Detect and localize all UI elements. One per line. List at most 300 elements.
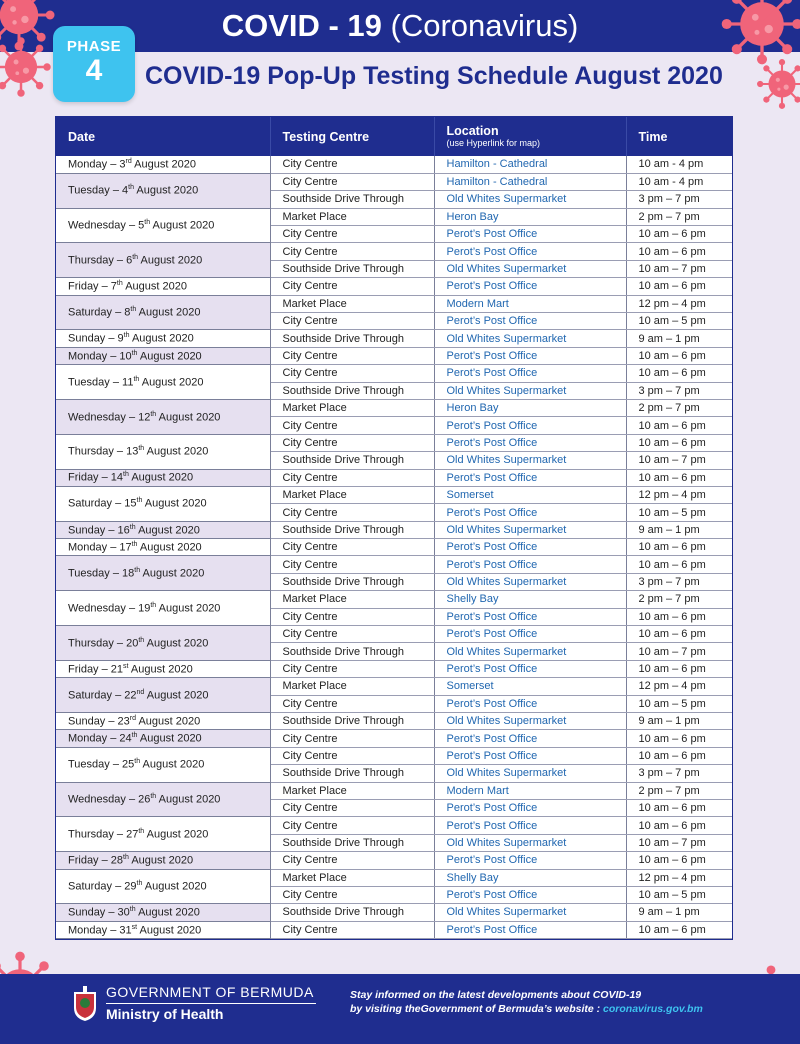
time-cell: 10 am – 6 pm [626, 799, 733, 816]
table-row [56, 904, 733, 921]
date-month: August 2020 [144, 445, 209, 458]
table-row [56, 295, 733, 312]
page-title: COVID-19 Pop-Up Testing Schedule August 2020 [145, 62, 723, 90]
date-ordinal: th [133, 375, 140, 383]
phase-number: 4 [85, 54, 103, 87]
date-weekday: Thursday – 6 [68, 254, 133, 267]
date-month: August 2020 [138, 254, 203, 267]
testing-centre-cell: City Centre [270, 660, 434, 677]
date-weekday: Saturday – 29 [68, 880, 137, 893]
location-link[interactable]: Perot’s Post Office [434, 817, 626, 834]
time-cell: 2 pm – 7 pm [626, 782, 733, 799]
time-cell: 10 am – 6 pm [626, 417, 733, 434]
time-cell: 10 am – 6 pm [626, 747, 733, 764]
date-cell [56, 782, 270, 817]
date-cell [56, 486, 270, 521]
date-cell [56, 921, 270, 938]
date-ordinal: th [138, 827, 145, 835]
date-ordinal: th [130, 306, 137, 314]
date-cell [56, 469, 270, 486]
location-link[interactable]: Perot’s Post Office [434, 365, 626, 382]
time-cell: 10 am – 6 pm [626, 608, 733, 625]
date-month: August 2020 [156, 793, 221, 806]
date-month: August 2020 [142, 880, 207, 893]
date-month: August 2020 [128, 663, 193, 676]
location-link[interactable]: Perot’s Post Office [434, 886, 626, 903]
testing-centre-cell: City Centre [270, 626, 434, 643]
table-row [56, 330, 733, 347]
location-link[interactable]: Perot’s Post Office [434, 695, 626, 712]
date-weekday: Wednesday – 5 [68, 219, 145, 232]
date-cell [56, 713, 270, 730]
date-cell [56, 295, 270, 330]
main-title-bold: COVID - 19 [221, 8, 382, 43]
main-title-rest: (Coronavirus) [390, 8, 579, 43]
location-link[interactable]: Modern Mart [434, 295, 626, 312]
location-link[interactable]: Modern Mart [434, 782, 626, 799]
table-row [56, 521, 733, 538]
table-row [56, 921, 733, 938]
date-ordinal: th [150, 601, 157, 609]
date-month: August 2020 [137, 732, 202, 745]
location-link[interactable]: Old Whites Supermarket [434, 834, 626, 851]
date-weekday: Thursday – 27 [68, 828, 139, 841]
testing-centre-cell: Southside Drive Through [270, 713, 434, 730]
date-month: August 2020 [150, 219, 215, 232]
location-link[interactable]: Somerset [434, 678, 626, 695]
location-link[interactable]: Shelly Bay [434, 591, 626, 608]
location-link[interactable]: Perot’s Post Office [434, 347, 626, 364]
testing-centre-cell: City Centre [270, 173, 434, 190]
time-cell: 3 pm – 7 pm [626, 765, 733, 782]
date-weekday: Sunday – 30 [68, 906, 130, 919]
info-message [350, 988, 703, 1016]
date-weekday: Friday – 14 [68, 472, 124, 485]
date-month: August 2020 [140, 759, 205, 771]
testing-centre-cell: City Centre [270, 278, 434, 295]
time-cell: 10 am – 6 pm [626, 921, 733, 938]
date-weekday: Friday – 21 [68, 663, 124, 676]
ministry-name: Ministry of Health [106, 1006, 224, 1022]
date-weekday: Tuesday – 4 [68, 185, 129, 198]
date-weekday: Thursday – 20 [68, 637, 139, 650]
date-ordinal: th [129, 523, 136, 531]
date-weekday: Saturday – 8 [68, 306, 131, 319]
location-link[interactable]: Perot’s Post Office [434, 243, 626, 260]
date-ordinal: th [131, 540, 138, 548]
testing-centre-cell: City Centre [270, 504, 434, 521]
date-cell [56, 591, 270, 626]
date-month: August 2020 [156, 602, 221, 615]
testing-centre-cell: City Centre [270, 313, 434, 330]
date-weekday: Sunday – 9 [68, 332, 124, 345]
testing-centre-cell: City Centre [270, 365, 434, 382]
time-cell: 10 am – 6 pm [626, 469, 733, 486]
time-cell: 10 am – 6 pm [626, 660, 733, 677]
location-link[interactable]: Old Whites Supermarket [434, 382, 626, 399]
table-row [56, 626, 733, 643]
date-ordinal: th [134, 758, 141, 766]
date-month: August 2020 [139, 376, 204, 389]
date-weekday: Friday – 7 [68, 280, 117, 293]
time-cell: 9 am – 1 pm [626, 904, 733, 921]
date-cell [56, 208, 270, 243]
testing-centre-cell: Market Place [270, 295, 434, 312]
column-header-centre: Testing Centre [270, 117, 434, 156]
time-cell: 10 am - 4 pm [626, 156, 733, 173]
location-link[interactable]: Old Whites Supermarket [434, 713, 626, 730]
location-link[interactable]: Perot’s Post Office [434, 539, 626, 556]
testing-centre-cell: City Centre [270, 347, 434, 364]
date-weekday: Tuesday – 25 [68, 759, 135, 771]
column-header-location-label: Location [446, 124, 499, 138]
date-ordinal: st [123, 662, 129, 670]
table-row [56, 660, 733, 677]
table-row [56, 730, 733, 747]
divider [106, 1003, 316, 1004]
date-cell [56, 365, 270, 400]
phase-label: PHASE [66, 38, 122, 55]
testing-centre-cell: City Centre [270, 608, 434, 625]
testing-centre-cell: City Centre [270, 556, 434, 573]
time-cell: 10 am – 5 pm [626, 886, 733, 903]
location-link[interactable]: Old Whites Supermarket [434, 573, 626, 590]
date-ordinal: th [123, 332, 130, 340]
time-cell: 2 pm – 7 pm [626, 591, 733, 608]
date-cell [56, 626, 270, 661]
location-link[interactable]: Old Whites Supermarket [434, 904, 626, 921]
date-ordinal: th [116, 280, 123, 288]
time-cell: 10 am – 6 pm [626, 434, 733, 451]
date-cell [56, 730, 270, 747]
virus-icon [720, 0, 800, 66]
column-header-time: Time [626, 117, 733, 156]
date-ordinal: th [128, 184, 134, 192]
location-link[interactable]: Heron Bay [434, 399, 626, 416]
testing-centre-cell: City Centre [270, 469, 434, 486]
testing-centre-cell: City Centre [270, 434, 434, 451]
table-row [56, 243, 733, 260]
testing-centre-cell: Market Place [270, 782, 434, 799]
location-link[interactable]: Perot’s Post Office [434, 852, 626, 869]
location-link[interactable]: Perot’s Post Office [434, 504, 626, 521]
time-cell: 10 am – 5 pm [626, 695, 733, 712]
date-month: August 2020 [128, 472, 194, 485]
date-ordinal: th [144, 219, 151, 227]
date-weekday: Sunday – 23 [68, 715, 130, 728]
date-month: August 2020 [144, 828, 209, 841]
time-cell: 12 pm – 4 pm [626, 869, 733, 886]
column-header-location [434, 117, 626, 156]
testing-centre-cell: Southside Drive Through [270, 834, 434, 851]
table-row [56, 747, 733, 764]
testing-centre-cell: City Centre [270, 921, 434, 938]
location-link[interactable]: Old Whites Supermarket [434, 643, 626, 660]
date-month: August 2020 [137, 350, 202, 363]
virus-icon [756, 58, 800, 110]
date-ordinal: th [123, 853, 129, 861]
testing-centre-cell: City Centre [270, 886, 434, 903]
date-cell [56, 660, 270, 677]
testing-centre-cell: City Centre [270, 852, 434, 869]
date-ordinal: th [138, 445, 145, 453]
testing-centre-cell: Market Place [270, 399, 434, 416]
date-ordinal: th [123, 471, 129, 479]
date-month: August 2020 [136, 306, 201, 319]
table-row [56, 208, 733, 225]
date-ordinal: th [138, 636, 145, 644]
date-cell [56, 399, 270, 434]
date-month: August 2020 [129, 332, 194, 345]
location-link[interactable]: Old Whites Supermarket [434, 330, 626, 347]
time-cell: 10 am – 6 pm [626, 852, 733, 869]
table-row [56, 539, 733, 556]
date-cell [56, 852, 270, 869]
time-cell: 9 am – 1 pm [626, 521, 733, 538]
time-cell: 10 am – 7 pm [626, 452, 733, 469]
date-ordinal: rd [129, 714, 137, 722]
table-row [56, 434, 733, 451]
time-cell: 10 am – 7 pm [626, 260, 733, 277]
date-cell [56, 156, 270, 173]
testing-centre-cell: Market Place [270, 869, 434, 886]
date-weekday: Monday – 31 [68, 924, 132, 937]
testing-centre-cell: City Centre [270, 226, 434, 243]
testing-centre-cell: City Centre [270, 243, 434, 260]
date-month: August 2020 [144, 637, 209, 650]
date-weekday: Monday – 24 [68, 732, 132, 745]
testing-centre-cell: City Centre [270, 730, 434, 747]
table-row [56, 782, 733, 799]
date-weekday: Friday – 28 [68, 854, 124, 867]
date-ordinal: nd [136, 688, 145, 696]
date-cell [56, 904, 270, 921]
testing-centre-cell: City Centre [270, 799, 434, 816]
date-month: August 2020 [131, 158, 196, 171]
location-link[interactable]: Perot’s Post Office [434, 556, 626, 573]
table-row [56, 869, 733, 886]
location-link[interactable]: Perot’s Post Office [434, 921, 626, 938]
date-weekday: Saturday – 15 [68, 498, 137, 511]
date-weekday: Tuesday – 18 [68, 567, 135, 580]
time-cell: 10 am – 6 pm [626, 556, 733, 573]
location-link[interactable]: Perot’s Post Office [434, 730, 626, 747]
location-link[interactable]: Hamilton - Cathedral [434, 156, 626, 173]
time-cell: 2 pm – 7 pm [626, 208, 733, 225]
date-ordinal: th [136, 880, 143, 888]
date-cell [56, 330, 270, 347]
time-cell: 10 am – 5 pm [626, 504, 733, 521]
testing-centre-cell: Market Place [270, 486, 434, 503]
table-row [56, 678, 733, 695]
table-row [56, 556, 733, 573]
table-row [56, 347, 733, 364]
schedule-table [55, 116, 733, 940]
time-cell: 10 am – 6 pm [626, 347, 733, 364]
time-cell: 3 pm – 7 pm [626, 573, 733, 590]
time-cell: 10 am – 7 pm [626, 834, 733, 851]
table-row [56, 365, 733, 382]
location-link[interactable]: Old Whites Supermarket [434, 452, 626, 469]
testing-centre-cell: Market Place [270, 678, 434, 695]
testing-centre-cell: Southside Drive Through [270, 260, 434, 277]
date-weekday: Wednesday – 12 [68, 411, 151, 424]
government-name: GOVERNMENT OF BERMUDA [106, 984, 314, 1000]
date-weekday: Saturday – 22 [68, 689, 137, 702]
location-link[interactable]: Hamilton - Cathedral [434, 173, 626, 190]
date-cell [56, 539, 270, 556]
testing-centre-cell: Southside Drive Through [270, 521, 434, 538]
date-cell [56, 678, 270, 713]
schedule-body [56, 156, 733, 939]
time-cell: 10 am – 6 pm [626, 626, 733, 643]
time-cell: 10 am – 6 pm [626, 243, 733, 260]
date-month: August 2020 [135, 906, 200, 919]
date-cell [56, 556, 270, 591]
time-cell: 10 am – 6 pm [626, 539, 733, 556]
location-link[interactable]: Heron Bay [434, 208, 626, 225]
date-weekday: Monday – 10 [68, 350, 132, 363]
column-header-date: Date [56, 117, 270, 156]
time-cell: 9 am – 1 pm [626, 713, 733, 730]
date-ordinal: th [132, 254, 139, 262]
time-cell: 10 am – 6 pm [626, 365, 733, 382]
table-row [56, 173, 733, 190]
date-ordinal: th [131, 349, 138, 357]
time-cell: 10 am – 5 pm [626, 313, 733, 330]
date-month: August 2020 [156, 411, 221, 424]
testing-centre-cell: Southside Drive Through [270, 452, 434, 469]
time-cell: 12 pm – 4 pm [626, 486, 733, 503]
location-link[interactable]: Somerset [434, 486, 626, 503]
location-link[interactable]: Old Whites Supermarket [434, 765, 626, 782]
time-cell: 3 pm – 7 pm [626, 382, 733, 399]
date-weekday: Sunday – 16 [68, 524, 130, 537]
time-cell: 12 pm – 4 pm [626, 295, 733, 312]
testing-centre-cell: City Centre [270, 747, 434, 764]
testing-centre-cell: Market Place [270, 208, 434, 225]
date-month: August 2020 [136, 715, 201, 728]
testing-centre-cell: Southside Drive Through [270, 765, 434, 782]
testing-centre-cell: Southside Drive Through [270, 904, 434, 921]
date-month: August 2020 [122, 280, 187, 293]
date-month: August 2020 [128, 854, 194, 867]
location-link[interactable]: Perot’s Post Office [434, 469, 626, 486]
time-cell: 10 am – 6 pm [626, 730, 733, 747]
time-cell: 10 am – 6 pm [626, 278, 733, 295]
table-row [56, 852, 733, 869]
table-header-row [56, 117, 733, 156]
location-link[interactable]: Old Whites Supermarket [434, 260, 626, 277]
location-link[interactable]: Perot’s Post Office [434, 434, 626, 451]
date-weekday: Monday – 3 [68, 158, 126, 171]
date-ordinal: th [150, 410, 157, 418]
date-ordinal: st [131, 923, 138, 931]
location-link[interactable]: Perot’s Post Office [434, 278, 626, 295]
time-cell: 3 pm – 7 pm [626, 191, 733, 208]
table-row [56, 591, 733, 608]
testing-centre-cell: Southside Drive Through [270, 191, 434, 208]
date-ordinal: th [134, 567, 141, 575]
time-cell: 9 am – 1 pm [626, 330, 733, 347]
location-link[interactable]: Perot’s Post Office [434, 608, 626, 625]
location-link[interactable]: Shelly Bay [434, 869, 626, 886]
location-link[interactable]: Perot’s Post Office [434, 747, 626, 764]
date-ordinal: th [150, 793, 157, 801]
location-link[interactable]: Old Whites Supermarket [434, 191, 626, 208]
date-cell [56, 817, 270, 852]
bermuda-crest-icon [72, 986, 98, 1022]
date-ordinal: th [131, 732, 138, 740]
date-cell [56, 747, 270, 782]
date-cell [56, 521, 270, 538]
time-cell: 10 am – 6 pm [626, 817, 733, 834]
time-cell: 10 am - 4 pm [626, 173, 733, 190]
date-weekday: Monday – 17 [68, 541, 132, 554]
testing-centre-cell: Southside Drive Through [270, 573, 434, 590]
date-ordinal: th [129, 906, 136, 914]
testing-centre-cell: City Centre [270, 695, 434, 712]
testing-centre-cell: Southside Drive Through [270, 382, 434, 399]
time-cell: 10 am – 7 pm [626, 643, 733, 660]
phase-badge [53, 26, 135, 102]
date-weekday: Thursday – 13 [68, 445, 139, 458]
column-header-location-hint: (use Hyperlink for map) [446, 138, 541, 148]
date-cell [56, 243, 270, 278]
table-row [56, 713, 733, 730]
date-month: August 2020 [140, 567, 205, 580]
date-month: August 2020 [137, 924, 202, 937]
location-link[interactable]: Perot’s Post Office [434, 226, 626, 243]
date-month: August 2020 [135, 524, 200, 537]
table-row [56, 399, 733, 416]
table-row [56, 156, 733, 173]
testing-centre-cell: City Centre [270, 539, 434, 556]
testing-centre-cell: Southside Drive Through [270, 330, 434, 347]
table-row [56, 278, 733, 295]
location-link[interactable]: Perot’s Post Office [434, 626, 626, 643]
info-line-2: by visiting theGovernment of Bermuda’s website : [350, 1003, 604, 1015]
location-link[interactable]: Old Whites Supermarket [434, 521, 626, 538]
table-row [56, 486, 733, 503]
location-link[interactable]: Perot’s Post Office [434, 313, 626, 330]
date-weekday: Tuesday – 11 [68, 376, 134, 389]
table-row [56, 817, 733, 834]
date-ordinal: rd [125, 158, 132, 166]
date-cell [56, 434, 270, 469]
date-cell [56, 278, 270, 295]
date-cell [56, 347, 270, 364]
virus-icon [0, 36, 52, 98]
testing-centre-cell: Market Place [270, 591, 434, 608]
time-cell: 10 am – 6 pm [626, 226, 733, 243]
date-month: August 2020 [144, 689, 209, 702]
location-link[interactable]: Perot’s Post Office [434, 799, 626, 816]
time-cell: 12 pm – 4 pm [626, 678, 733, 695]
date-month: August 2020 [142, 498, 207, 511]
date-weekday: Wednesday – 26 [68, 793, 151, 806]
date-weekday: Wednesday – 19 [68, 602, 151, 615]
website-link[interactable]: coronavirus.gov.bm [603, 1003, 703, 1015]
date-cell [56, 869, 270, 904]
date-cell [56, 173, 270, 208]
table-row [56, 469, 733, 486]
time-cell: 2 pm – 7 pm [626, 399, 733, 416]
location-link[interactable]: Perot’s Post Office [434, 417, 626, 434]
location-link[interactable]: Perot’s Post Office [434, 660, 626, 677]
date-ordinal: th [136, 497, 143, 505]
testing-centre-cell: Southside Drive Through [270, 643, 434, 660]
